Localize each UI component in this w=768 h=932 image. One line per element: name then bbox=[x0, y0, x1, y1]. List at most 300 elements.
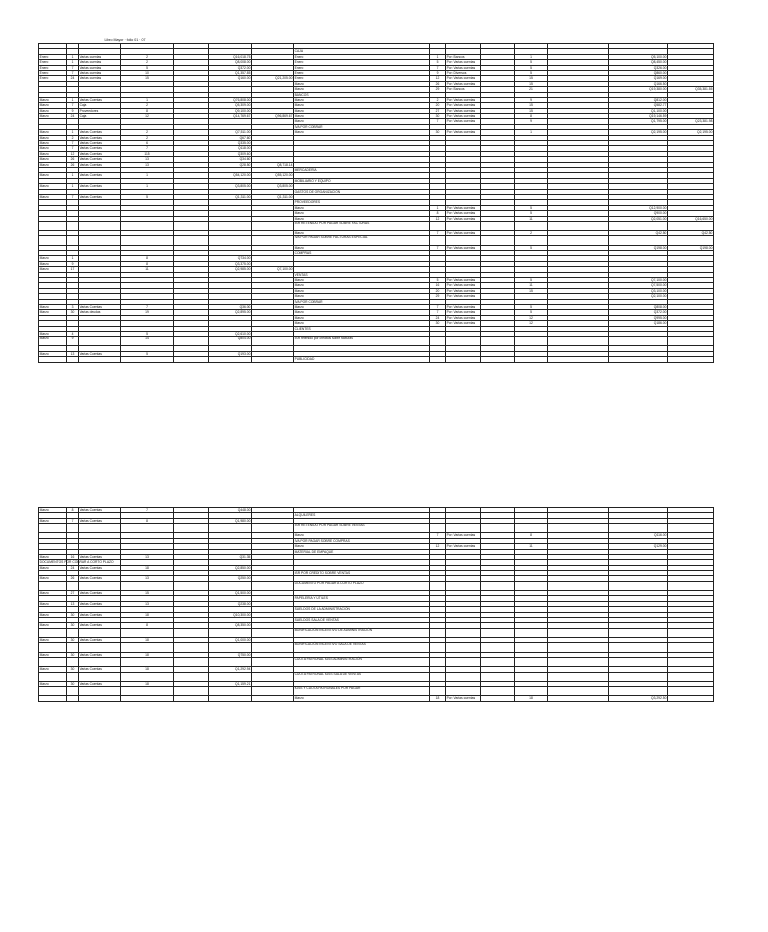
ledger-cell-total-der bbox=[668, 643, 714, 652]
ledger-cell-dia-izq bbox=[67, 221, 79, 230]
ledger-cell-folio-der bbox=[515, 643, 548, 652]
ledger-cell-folio-der: 5 bbox=[515, 211, 548, 216]
ledger-cell-mes-izq: Enero bbox=[39, 54, 67, 59]
ledger-cell-cuenta: DOCUMENTO POR PAGAR A CORTO PLAZO bbox=[294, 581, 430, 590]
ledger-cell-blank-a bbox=[174, 337, 209, 346]
ledger-cell-mes-izq: Marzo bbox=[39, 157, 67, 162]
ledger-cell-dia-izq: 24 bbox=[67, 114, 79, 119]
ledger-cell-parcial-izq bbox=[209, 672, 252, 681]
ledger-cell-folio-der: 5 bbox=[515, 245, 548, 250]
ledger-cell-dia-der: 30 bbox=[430, 321, 446, 326]
ledger-cell-total-izq: Q3,805.00 bbox=[252, 184, 294, 189]
ledger-cell-concepto-der: Por: Varias cuentas bbox=[446, 81, 481, 86]
ledger-cell-folio-izq: 12 bbox=[121, 114, 174, 119]
ledger-cell-concepto-der: Por: Diversos bbox=[446, 70, 481, 75]
ledger-cell-dia-der: 16 bbox=[430, 283, 446, 288]
ledger-cell-cuenta: ISR RETENIDO POR PAGAR SOBRE FACTURAS bbox=[294, 221, 430, 230]
ledger-cell-concepto-der: Por: Varias cuentas bbox=[446, 310, 481, 315]
ledger-cell-mes-izq: Marzo bbox=[39, 310, 67, 315]
ledger-cell-folio-izq: 5 bbox=[121, 194, 174, 199]
ledger-cell-dia-izq: 30 bbox=[67, 681, 79, 686]
ledger-cell-parcial-der: Q900.00 bbox=[609, 211, 668, 216]
ledger-cell-dia-der bbox=[430, 236, 446, 245]
ledger-cell-concepto-der: Por: Varias cuentas bbox=[446, 231, 481, 236]
ledger-cell-mes-izq: Marzo bbox=[39, 681, 67, 686]
ledger-cell-dia-izq bbox=[67, 687, 79, 696]
ledger-cell-dia-izq bbox=[67, 657, 79, 666]
ledger-cell-concepto-izq bbox=[79, 687, 121, 696]
ledger-cell-blank-a bbox=[174, 524, 209, 533]
ledger-cell-mes-izq: Marzo bbox=[39, 652, 67, 657]
ledger-cell-dia-der: 7 bbox=[430, 310, 446, 315]
ledger-cell-concepto-izq: Varias Cuentas bbox=[79, 351, 121, 356]
ledger-cell-folio-izq: 8 bbox=[121, 518, 174, 523]
ledger-cell-folio-izq: 2 bbox=[121, 135, 174, 140]
ledger-cell-cuenta: Marzo bbox=[294, 130, 430, 135]
ledger-cell-dia-der bbox=[430, 524, 446, 533]
ledger-cell-total-der bbox=[668, 236, 714, 245]
ledger-cell-cuenta: ISR RETENIDO POR PAGAR SOBRE VENTAS bbox=[294, 524, 430, 533]
ledger-cell-parcial-izq: Q804.00 bbox=[209, 337, 252, 346]
ledger-cell-mes-izq: Marzo bbox=[39, 141, 67, 146]
ledger-cell-cuenta: Enero bbox=[294, 60, 430, 65]
ledger-cell-parcial-der: Q116.00 bbox=[609, 533, 668, 538]
ledger-cell-concepto-izq: Varias Cuentas bbox=[79, 146, 121, 151]
ledger-cell-concepto-izq bbox=[79, 628, 121, 637]
ledger-cell-folio-izq bbox=[121, 696, 174, 701]
ledger-cell-folio-der: 1 bbox=[515, 130, 548, 135]
ledger-cell-concepto-izq: Proveedores bbox=[79, 108, 121, 113]
ledger-cell-folio-der bbox=[515, 524, 548, 533]
ledger-cell-parcial-der bbox=[609, 643, 668, 652]
ledger-cell-folio-izq: 5 bbox=[121, 351, 174, 356]
ledger-cell-folio-izq bbox=[121, 357, 174, 362]
ledger-cell-dia-izq: 1 bbox=[67, 54, 79, 59]
ledger-cell-cuenta: Marzo bbox=[294, 533, 430, 538]
ledger-cell-cuenta: ALQUILERES bbox=[294, 513, 430, 518]
ledger-cell-concepto-izq: Varias Cuentas bbox=[79, 565, 121, 570]
ledger-cell-blank-b bbox=[481, 236, 515, 245]
ledger-cell-folio-der bbox=[515, 672, 548, 681]
ledger-cell-blank-c bbox=[548, 657, 609, 666]
ledger-cell-parcial-izq: Q118.00 bbox=[209, 146, 252, 151]
ledger-cell-blank-a bbox=[174, 696, 209, 701]
ledger-cell-blank-b bbox=[481, 657, 515, 666]
ledger-cell-cuenta: Marzo bbox=[294, 544, 430, 549]
ledger-cell-total-izq bbox=[252, 643, 294, 652]
ledger-cell-folio-der: 12 bbox=[515, 315, 548, 320]
ledger-cell-folio-izq: 2 bbox=[121, 54, 174, 59]
ledger-cell-folio-der: 12 bbox=[515, 321, 548, 326]
ledger-cell-mes-izq bbox=[39, 696, 67, 701]
ledger-cell-mes-izq: Marzo bbox=[39, 554, 67, 559]
ledger-cell-folio-der: 15 bbox=[515, 108, 548, 113]
ledger-cell-folio-izq: 2 bbox=[121, 60, 174, 65]
ledger-cell-folio-der bbox=[515, 628, 548, 637]
ledger-cell-concepto-der: Por: Varias cuentas bbox=[446, 103, 481, 108]
ledger-cell-folio-der: 8 bbox=[515, 114, 548, 119]
ledger-cell-blank-b bbox=[481, 628, 515, 637]
ledger-row bbox=[39, 524, 714, 533]
ledger-cell-mes-izq bbox=[39, 524, 67, 533]
ledger-cell-parcial-izq bbox=[209, 357, 252, 362]
ledger-cell-parcial-der: Q12,900.00 bbox=[609, 205, 668, 210]
ledger-cell-dia-der bbox=[430, 657, 446, 666]
ledger-cell-parcial-izq: Q2,850.00 bbox=[209, 565, 252, 570]
ledger-cell-concepto-der bbox=[446, 357, 481, 362]
ledger-cell-concepto-der: Por: Varias cuentas bbox=[446, 533, 481, 538]
ledger-cell-concepto-izq: Varias Cuentas bbox=[79, 591, 121, 596]
ledger-cell-concepto-der: Por: Varias cuentas bbox=[446, 321, 481, 326]
ledger-cell-dia-izq: 27 bbox=[67, 591, 79, 596]
ledger-cell-mes-izq: Enero bbox=[39, 65, 67, 70]
ledger-cell-parcial-izq: Q3,805.00 bbox=[209, 184, 252, 189]
ledger-cell-parcial-izq: Q67.60 bbox=[209, 135, 252, 140]
ledger-cell-mes-izq bbox=[39, 628, 67, 637]
ledger-cell-parcial-izq: Q193.00 bbox=[209, 351, 252, 356]
ledger-cell-mes-izq: Marzo bbox=[39, 576, 67, 581]
ledger-cell-cuenta: MERCADERÍA bbox=[294, 167, 430, 172]
ledger-row bbox=[39, 357, 714, 362]
ledger-cell-dia-izq: 16 bbox=[67, 554, 79, 559]
ledger-cell-parcial-der: Q3,292.50 bbox=[609, 696, 668, 701]
ledger-cell-dia-izq: 13 bbox=[67, 351, 79, 356]
ledger-cell-dia-izq: 12 bbox=[67, 151, 79, 156]
ledger-cell-blank-b bbox=[481, 672, 515, 681]
ledger-cell-concepto-izq: Varias cuentas bbox=[79, 65, 121, 70]
ledger-cell-parcial-izq: Q28.50 bbox=[209, 162, 252, 167]
ledger-row bbox=[39, 337, 714, 346]
ledger-cell-folio-der: 1 bbox=[515, 54, 548, 59]
ledger-cell-parcial-izq bbox=[209, 628, 252, 637]
ledger-cell-folio-izq: 2 bbox=[121, 103, 174, 108]
ledger-cell-concepto-der: Por: Varias cuentas bbox=[446, 315, 481, 320]
ledger-cell-concepto-der: Por: Varias cuentas bbox=[446, 76, 481, 81]
ledger-cell-dia-der bbox=[430, 628, 446, 637]
ledger-cell-parcial-der: Q995.00 bbox=[609, 315, 668, 320]
ledger-cell-concepto-der: Por: Varias cuentas bbox=[446, 97, 481, 102]
ledger-cell-mes-izq: Marzo bbox=[39, 565, 67, 570]
ledger-cell-concepto-izq: Varias Cuentas bbox=[79, 162, 121, 167]
ledger-cell-blank-b bbox=[481, 696, 515, 701]
ledger-cell-total-der: Q35,381.55 bbox=[668, 87, 714, 92]
ledger-cell-parcial-der bbox=[609, 672, 668, 681]
ledger-row bbox=[39, 696, 714, 701]
ledger-cell-cuenta: GASTOS DE ORGANIZACIÓN bbox=[294, 189, 430, 194]
ledger-cell-blank-a bbox=[174, 687, 209, 696]
ledger-cell-cuenta: CLIENTES bbox=[294, 326, 430, 331]
ledger-cell-dia-izq: 2 bbox=[67, 135, 79, 140]
ledger-cell-concepto-izq: Varias Cuentas bbox=[79, 184, 121, 189]
ledger-cell-dia-izq bbox=[67, 628, 79, 637]
ledger-cell-blank-a bbox=[174, 643, 209, 652]
ledger-cell-concepto-der: Por: Bancos bbox=[446, 87, 481, 92]
ledger-cell-blank-b bbox=[481, 524, 515, 533]
ledger-cell-concepto-izq: Varias cuentas bbox=[79, 54, 121, 59]
ledger-cell-concepto-izq: Varias Cuentas bbox=[79, 141, 121, 146]
ledger-cell-blank-c bbox=[548, 357, 609, 362]
ledger-cell-dia-der: 12 bbox=[430, 544, 446, 549]
ledger-cell-mes-izq: Marzo bbox=[39, 331, 67, 336]
ledger-table-bottom bbox=[38, 507, 714, 702]
ledger-cell-concepto-der bbox=[446, 337, 481, 346]
ledger-cell-dia-der: 27 bbox=[430, 108, 446, 113]
ledger-cell-folio-der bbox=[515, 357, 548, 362]
ledger-cell-dia-izq: 1 bbox=[67, 60, 79, 65]
ledger-cell-dia-izq: 13 bbox=[67, 601, 79, 606]
ledger-cell-blank-c bbox=[548, 628, 609, 637]
ledger-cell-folio-izq: 8 bbox=[121, 108, 174, 113]
ledger-cell-parcial-izq: Q10,300.00 bbox=[209, 612, 252, 617]
ledger-row bbox=[39, 687, 714, 696]
ledger-cell-dia-izq bbox=[67, 672, 79, 681]
ledger-cell-parcial-der: Q129.00 bbox=[609, 544, 668, 549]
ledger-cell-total-der bbox=[668, 657, 714, 666]
ledger-cell-dia-izq: 7 bbox=[67, 141, 79, 146]
ledger-cell-dia-der bbox=[430, 337, 446, 346]
ledger-cell-dia-izq: 24 bbox=[67, 76, 79, 81]
ledger-cell-folio-izq: 1 bbox=[121, 184, 174, 189]
ledger-cell-concepto-der: Por: Varias cuentas bbox=[446, 245, 481, 250]
ledger-cell-total-izq: Q96,869.67 bbox=[252, 114, 294, 119]
ledger-cell-concepto-izq: Varias Cuentas bbox=[79, 518, 121, 523]
ledger-cell-dia-der bbox=[430, 672, 446, 681]
ledger-cell-cuenta: CUOTA PATRONAL IGSS SALA DE VENTAS bbox=[294, 672, 430, 681]
ledger-cell-concepto-izq: Varias Cuentas bbox=[79, 637, 121, 642]
ledger-cell-cuenta: Enero bbox=[294, 65, 430, 70]
ledger-cell-total-der bbox=[668, 696, 714, 701]
ledger-cell-dia-izq: 7 bbox=[67, 70, 79, 75]
ledger-cell-cuenta: Marzo bbox=[294, 321, 430, 326]
ledger-cell-parcial-izq: Q238.00 bbox=[209, 601, 252, 606]
ledger-cell-parcial-izq bbox=[209, 581, 252, 590]
ledger-cell-folio-izq: 18 bbox=[121, 637, 174, 642]
ledger-cell-cuenta: Marzo bbox=[294, 211, 430, 216]
ledger-cell-dia-der: 30 bbox=[430, 114, 446, 119]
ledger-cell-blank-b bbox=[481, 221, 515, 230]
ledger-cell-concepto-izq: Varias Cuentas bbox=[79, 97, 121, 102]
ledger-cell-mes-izq bbox=[39, 657, 67, 666]
ledger-cell-total-der bbox=[668, 687, 714, 696]
ledger-cell-cuenta: IVA POR PAGAR SOBRE FACTURAS ESPECIAL bbox=[294, 236, 430, 245]
ledger-cell-total-izq bbox=[252, 657, 294, 666]
ledger-cell-parcial-izq: Q372.00 bbox=[209, 65, 252, 70]
ledger-cell-concepto-der bbox=[446, 687, 481, 696]
ledger-cell-folio-der: 21 bbox=[515, 87, 548, 92]
ledger-cell-concepto-der bbox=[446, 221, 481, 230]
ledger-cell-folio-izq: 13 bbox=[121, 576, 174, 581]
ledger-cell-parcial-izq bbox=[209, 657, 252, 666]
ledger-cell-dia-der bbox=[430, 643, 446, 652]
ledger-cell-folio-izq: 10 bbox=[121, 70, 174, 75]
ledger-cell-parcial-izq: Q5,309.00 bbox=[209, 103, 252, 108]
ledger-cell-cuenta: PAPELERÍA Y ÚTILES bbox=[294, 596, 430, 601]
ledger-cell-concepto-der: Por: Bancos bbox=[446, 54, 481, 59]
ledger-cell-parcial-izq bbox=[209, 524, 252, 533]
ledger-cell-concepto-der: Por: Varias cuentas bbox=[446, 278, 481, 283]
ledger-cell-folio-izq: 15 bbox=[121, 76, 174, 81]
ledger-cell-parcial-izq: Q1,357.85 bbox=[209, 70, 252, 75]
ledger-cell-dia-izq: 1 bbox=[67, 173, 79, 178]
ledger-cell-total-izq bbox=[252, 628, 294, 637]
ledger-cell-cuenta: MATERIAL DE EMPAQUE bbox=[294, 549, 430, 554]
ledger-cell-mes-izq bbox=[39, 581, 67, 590]
ledger-cell-parcial-izq: Q335.00 bbox=[209, 141, 252, 146]
ledger-cell-parcial-izq: Q2,985.00 bbox=[209, 267, 252, 272]
ledger-cell-dia-der bbox=[430, 357, 446, 362]
ledger-cell-folio-izq: 13 bbox=[121, 157, 174, 162]
ledger-cell-dia-der: 1 bbox=[430, 54, 446, 59]
ledger-cell-folio-izq: 13 bbox=[121, 601, 174, 606]
ledger-cell-concepto-izq: Caja bbox=[79, 114, 121, 119]
ledger-cell-mes-izq bbox=[39, 672, 67, 681]
ledger-cell-total-der bbox=[668, 221, 714, 230]
ledger-cell-dia-der: 26 bbox=[430, 81, 446, 86]
ledger-cell-mes-izq: Marzo bbox=[39, 667, 67, 672]
ledger-cell-concepto-izq: Varias cuentas bbox=[79, 76, 121, 81]
ledger-cell-concepto-izq: Varias Cuentas bbox=[79, 681, 121, 686]
ledger-cell-cuenta: Marzo bbox=[294, 288, 430, 293]
ledger-cell-parcial-izq: Q76,808.00 bbox=[209, 97, 252, 102]
ledger-cell-parcial-der: Q198.00 bbox=[609, 245, 668, 250]
ledger-cell-dia-der: 8 bbox=[430, 211, 446, 216]
ledger-cell-folio-izq: 14 bbox=[121, 337, 174, 346]
ledger-cell-total-der: Q198.00 bbox=[668, 245, 714, 250]
ledger-cell-dia-izq: 7 bbox=[67, 146, 79, 151]
ledger-cell-dia-der: 7 bbox=[430, 231, 446, 236]
ledger-cell-dia-izq bbox=[67, 643, 79, 652]
ledger-cell-folio-izq: 1 bbox=[121, 173, 174, 178]
ledger-cell-dia-izq: 7 bbox=[67, 65, 79, 70]
ledger-cell-parcial-der: Q8,450.00 bbox=[609, 60, 668, 65]
ledger-cell-folio-izq bbox=[121, 643, 174, 652]
ledger-cell-parcial-der bbox=[609, 524, 668, 533]
ledger-cell-blank-a bbox=[174, 628, 209, 637]
ledger-cell-cuenta: IVA POR COBRAR bbox=[294, 124, 430, 129]
ledger-cell-concepto-izq: Varias deudas bbox=[79, 310, 121, 315]
ledger-cell-concepto-izq: Varias Cuentas bbox=[79, 151, 121, 156]
ledger-cell-blank-a bbox=[174, 236, 209, 245]
ledger-cell-parcial-der bbox=[609, 581, 668, 590]
ledger-cell-concepto-der bbox=[446, 657, 481, 666]
ledger-cell-dia-izq bbox=[67, 357, 79, 362]
ledger-cell-concepto-der: Por: Varias cuentas bbox=[446, 304, 481, 309]
ledger-cell-mes-izq: Marzo bbox=[39, 130, 67, 135]
ledger-cell-dia-izq: 9 bbox=[67, 261, 79, 266]
ledger-cell-folio-der: 18 bbox=[515, 696, 548, 701]
ledger-cell-cuenta: BANCOS bbox=[294, 92, 430, 97]
ledger-cell-concepto-izq: Varias Cuentas bbox=[79, 304, 121, 309]
ledger-cell-folio-izq: 8 bbox=[121, 261, 174, 266]
ledger-cell-dia-izq: 9 bbox=[67, 108, 79, 113]
ledger-cell-dia-der bbox=[430, 687, 446, 696]
ledger-cell-folio-der bbox=[515, 581, 548, 590]
ledger-cell-dia-der: 2 bbox=[430, 97, 446, 102]
ledger-cell-concepto-izq bbox=[79, 657, 121, 666]
ledger-cell-blank-c bbox=[548, 581, 609, 590]
ledger-cell-total-izq: Q8,718.14 bbox=[252, 162, 294, 167]
ledger-cell-dia-izq bbox=[67, 236, 79, 245]
ledger-cell-concepto-der: Por: Varias cuentas bbox=[446, 294, 481, 299]
ledger-cell-total-der bbox=[668, 357, 714, 362]
ledger-cell-folio-der: 15 bbox=[515, 103, 548, 108]
ledger-cell-concepto-der: Por: Varias cuentas bbox=[446, 205, 481, 210]
ledger-cell-parcial-der: Q19,146.59 bbox=[609, 114, 668, 119]
ledger-cell-concepto-izq: Varias Cuentas bbox=[79, 554, 121, 559]
ledger-cell-total-der bbox=[668, 628, 714, 637]
ledger-cell-dia-izq: 7 bbox=[67, 194, 79, 199]
ledger-cell-parcial-izq: Q2,610.00 bbox=[209, 331, 252, 336]
ledger-cell-parcial-der: Q582.77 bbox=[609, 103, 668, 108]
ledger-cell-cuenta: Marzo bbox=[294, 108, 430, 113]
ledger-cell-parcial-der bbox=[609, 236, 668, 245]
ledger-cell-dia-izq: 17 bbox=[67, 267, 79, 272]
ledger-cell-mes-izq: Marzo bbox=[39, 256, 67, 261]
ledger-cell-parcial-izq bbox=[209, 687, 252, 696]
ledger-cell-concepto-izq: Varias Cuentas bbox=[79, 194, 121, 199]
ledger-cell-parcial-izq: Q309.60 bbox=[209, 151, 252, 156]
ledger-cell-cuenta: Marzo bbox=[294, 315, 430, 320]
ledger-cell-total-der bbox=[668, 581, 714, 590]
ledger-cell-dia-der: 18 bbox=[430, 696, 446, 701]
ledger-row bbox=[39, 221, 714, 230]
ledger-cell-mes-izq: Marzo bbox=[39, 337, 67, 346]
ledger-cell-total-izq bbox=[252, 581, 294, 590]
ledger-cell-dia-izq: 24 bbox=[67, 565, 79, 570]
ledger-row bbox=[39, 657, 714, 666]
ledger-cell-dia-der: 9 bbox=[430, 70, 446, 75]
ledger-cell-parcial-izq: Q3,375.00 bbox=[209, 261, 252, 266]
ledger-cell-concepto-izq bbox=[79, 643, 121, 652]
ledger-cell-cuenta: PROVEEDORES bbox=[294, 200, 430, 205]
ledger-cell-dia-der: 30 bbox=[430, 130, 446, 135]
ledger-cell-blank-a bbox=[174, 221, 209, 230]
ledger-cell-total-izq: Q55,120.00 bbox=[252, 173, 294, 178]
ledger-cell-parcial-izq bbox=[209, 221, 252, 230]
ledger-cell-dia-izq: 7 bbox=[67, 103, 79, 108]
ledger-cell-mes-izq: Marzo bbox=[39, 135, 67, 140]
ledger-cell-concepto-izq: Varias Cuentas bbox=[79, 130, 121, 135]
ledger-cell-folio-izq bbox=[121, 524, 174, 533]
ledger-cell-blank-c bbox=[548, 221, 609, 230]
ledger-cell-parcial-der: Q808.00 bbox=[609, 304, 668, 309]
ledger-cell-concepto-der bbox=[446, 672, 481, 681]
ledger-cell-dia-izq: 30 bbox=[67, 310, 79, 315]
ledger-cell-mes-izq: Marzo bbox=[39, 623, 67, 628]
ledger-cell-blank-b bbox=[481, 337, 515, 346]
ledger-cell-parcial-der: Q860.00 bbox=[609, 70, 668, 75]
ledger-cell-folio-der: 5 bbox=[515, 65, 548, 70]
ledger-cell-folio-izq bbox=[121, 657, 174, 666]
ledger-cell-folio-izq: 7 bbox=[121, 304, 174, 309]
ledger-cell-folio-izq: 18 bbox=[121, 667, 174, 672]
ledger-cell-mes-izq: Marzo bbox=[39, 108, 67, 113]
ledger-cell-total-der bbox=[668, 524, 714, 533]
ledger-cell-parcial-der: Q2,051.00 bbox=[609, 216, 668, 221]
ledger-cell-mes-izq: Marzo bbox=[39, 114, 67, 119]
ledger-cell-mes-izq: Marzo bbox=[39, 508, 67, 513]
ledger-cell-cuenta: Marzo bbox=[294, 114, 430, 119]
ledger-cell-mes-izq: Enero bbox=[39, 60, 67, 65]
ledger-cell-concepto-der: Por: Varias cuentas bbox=[446, 696, 481, 701]
ledger-cell-cuenta: Marzo bbox=[294, 205, 430, 210]
ledger-cell-mes-izq: Marzo bbox=[39, 184, 67, 189]
ledger-cell-parcial-der: Q2,100.00 bbox=[609, 294, 668, 299]
ledger-cell-folio-der: 11 bbox=[515, 216, 548, 221]
ledger-cell-folio-der: 5 bbox=[515, 304, 548, 309]
ledger-cell-concepto-der: Por: Varias cuentas bbox=[446, 130, 481, 135]
ledger-cell-folio-der: 11 bbox=[515, 283, 548, 288]
